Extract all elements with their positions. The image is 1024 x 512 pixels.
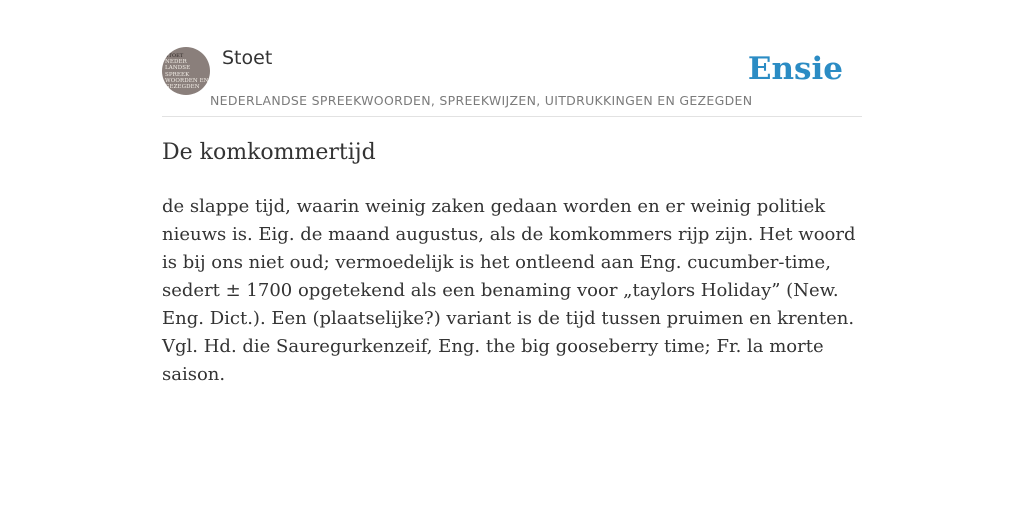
ensie-logo-link[interactable]: Ensie xyxy=(747,51,843,87)
source-subtitle: NEDERLANDSE SPREEKWOORDEN, SPREEKWIJZEN, UITDRUKKINGEN EN GEZEGDEN xyxy=(210,93,753,108)
avatar-text-line: LANDSE xyxy=(165,65,191,72)
entry-definition: de slappe tijd, waarin weinig zaken gedaan worden en er weinig politiek nieuws is. Eig. de maand augustus, als de komkommers rijp zijn. Het woord is bij ons niet oud; vermoedelijk is het ontleend aan Eng. cucumber-time, sedert ± 1700 opgetekend als een benaming voor „taylors Holiday” (New. Eng. Dict.). Een (plaatselijke?) variant is de tijd tussen pruimen en krenten. Vgl. Hd. die Sauregurkenzeif, Eng. the big gooseberry time; Fr. la morte saison. xyxy=(162,196,856,385)
source-header xyxy=(162,46,862,117)
entry-title: De komkommertijd xyxy=(162,140,376,165)
source-avatar[interactable] xyxy=(162,47,210,95)
avatar-text-line: GEZEGDEN xyxy=(165,84,200,91)
source-name-link[interactable]: Stoet xyxy=(222,47,273,69)
avatar-text-line: SPREEK xyxy=(165,71,190,78)
avatar-text-line: NEDER xyxy=(165,59,187,66)
avatar-text-line: WOORDEN EN xyxy=(165,77,209,84)
avatar-text-line: STOET xyxy=(165,53,184,59)
